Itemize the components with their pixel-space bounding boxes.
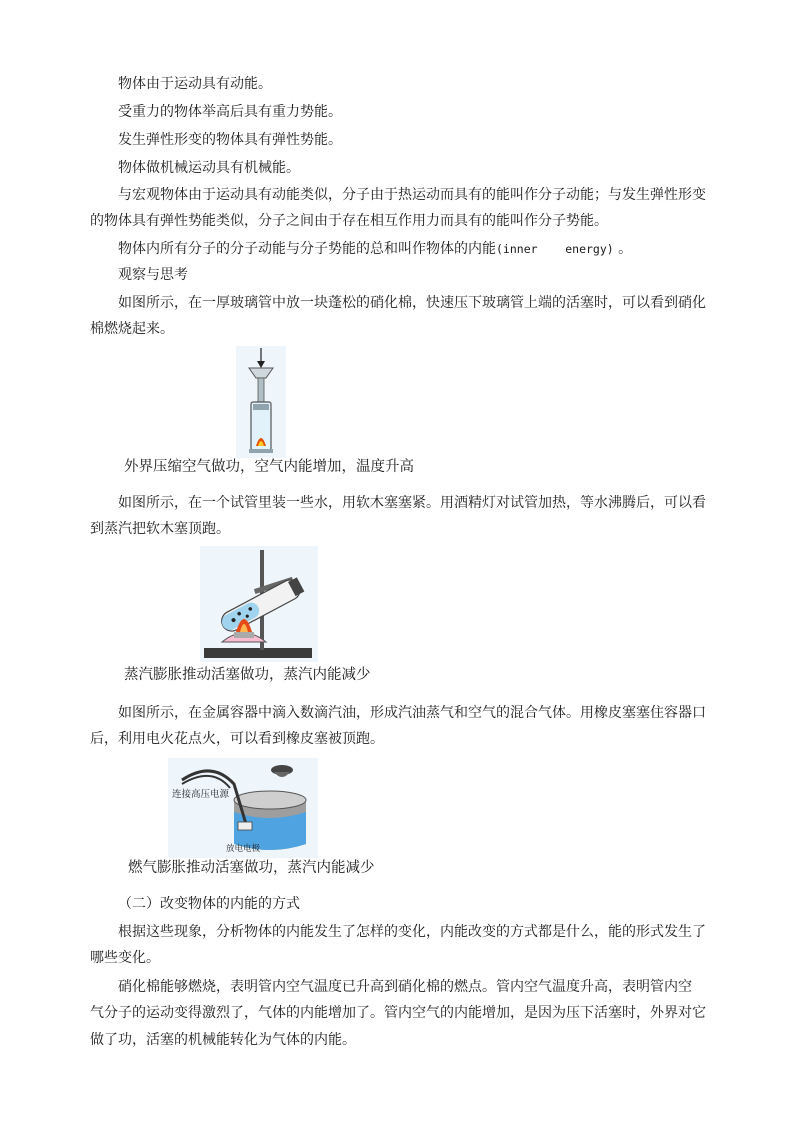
exp3-line1: 如图所示，在金属容器中滴入数滴汽油，形成汽油蒸气和空气的混合气体。用橡皮塞塞住容器口: [118, 705, 706, 721]
answer-line3: 做了功，活塞的机械能转化为气体的内能。: [90, 1032, 356, 1048]
internal-energy-text: 物体内所有分子的分子动能与分子势能的总和叫作物体的内能: [118, 241, 496, 257]
para-gravity-potential: 受重力的物体举高后具有重力势能。: [118, 104, 342, 120]
exp2-line2: 到蒸汽把软木塞顶跑。: [90, 521, 230, 537]
exp1-line1: 如图所示，在一厚玻璃管中放一块蓬松的硝化棉，快速压下玻璃管上端的活塞时，可以看到硝化: [118, 295, 706, 311]
section2-heading: （二）改变物体的内能的方式: [118, 896, 300, 912]
answer-line1: 硝化棉能够燃烧，表明管内空气温度已升高到硝化棉的燃点。管内空气温度升高，表明管内空: [118, 979, 692, 995]
fire-syringe-figure: [236, 346, 286, 458]
fig1-caption: 外界压缩空气做功，空气内能增加，温度升高: [124, 459, 414, 475]
exp1-line2: 棉燃烧起来。: [90, 321, 174, 337]
para-kinetic-energy: 物体由于运动具有动能。: [118, 76, 272, 92]
internal-energy-end: 。: [613, 241, 633, 257]
combustion-can-figure: [168, 758, 318, 858]
para-elastic-potential: 发生弹性形变的物体具有弹性势能。: [118, 132, 342, 148]
exp2-line1: 如图所示，在一个试管里装一些水，用软木塞塞紧。用酒精灯对试管加热，等水沸腾后，可以看: [118, 495, 706, 511]
heading-observe-think: 观察与思考: [118, 267, 188, 283]
internal-energy-english: (inner energy): [496, 242, 614, 256]
fig2-caption: 蒸汽膨胀推动活塞做功，蒸汽内能减少: [124, 667, 371, 683]
fig3-caption: 燃气膨胀推动活塞做功，蒸汽内能减少: [128, 860, 375, 876]
question-line2: 哪些变化。: [90, 950, 160, 966]
question-line1: 根据这些现象，分析物体的内能发生了怎样的变化，内能改变的方式都是什么，能的形式发生了: [118, 924, 706, 940]
exp3-line2: 后，利用电火花点火，可以看到橡皮塞被顶跑。: [90, 731, 384, 747]
para-molecular-line2: 的物体具有弹性势能类似，分子之间由于存在相互作用力而具有的能叫作分子势能。: [90, 213, 608, 229]
para-molecular-line1: 与宏观物体由于运动具有动能类似，分子由于热运动而具有的能叫作分子动能；与发生弹性形变: [118, 187, 706, 203]
para-mechanical-energy: 物体做机械运动具有机械能。: [118, 160, 300, 176]
answer-line2: 气分子的运动变得激烈了，气体的内能增加了。管内空气的内能增加，是因为压下活塞时，外界对它: [90, 1005, 706, 1021]
steam-cork-figure: [200, 546, 318, 662]
label-electrode: 放电电极: [226, 844, 261, 854]
label-power-source: 连接高压电源: [172, 789, 230, 800]
para-internal-energy: [118, 237, 738, 261]
